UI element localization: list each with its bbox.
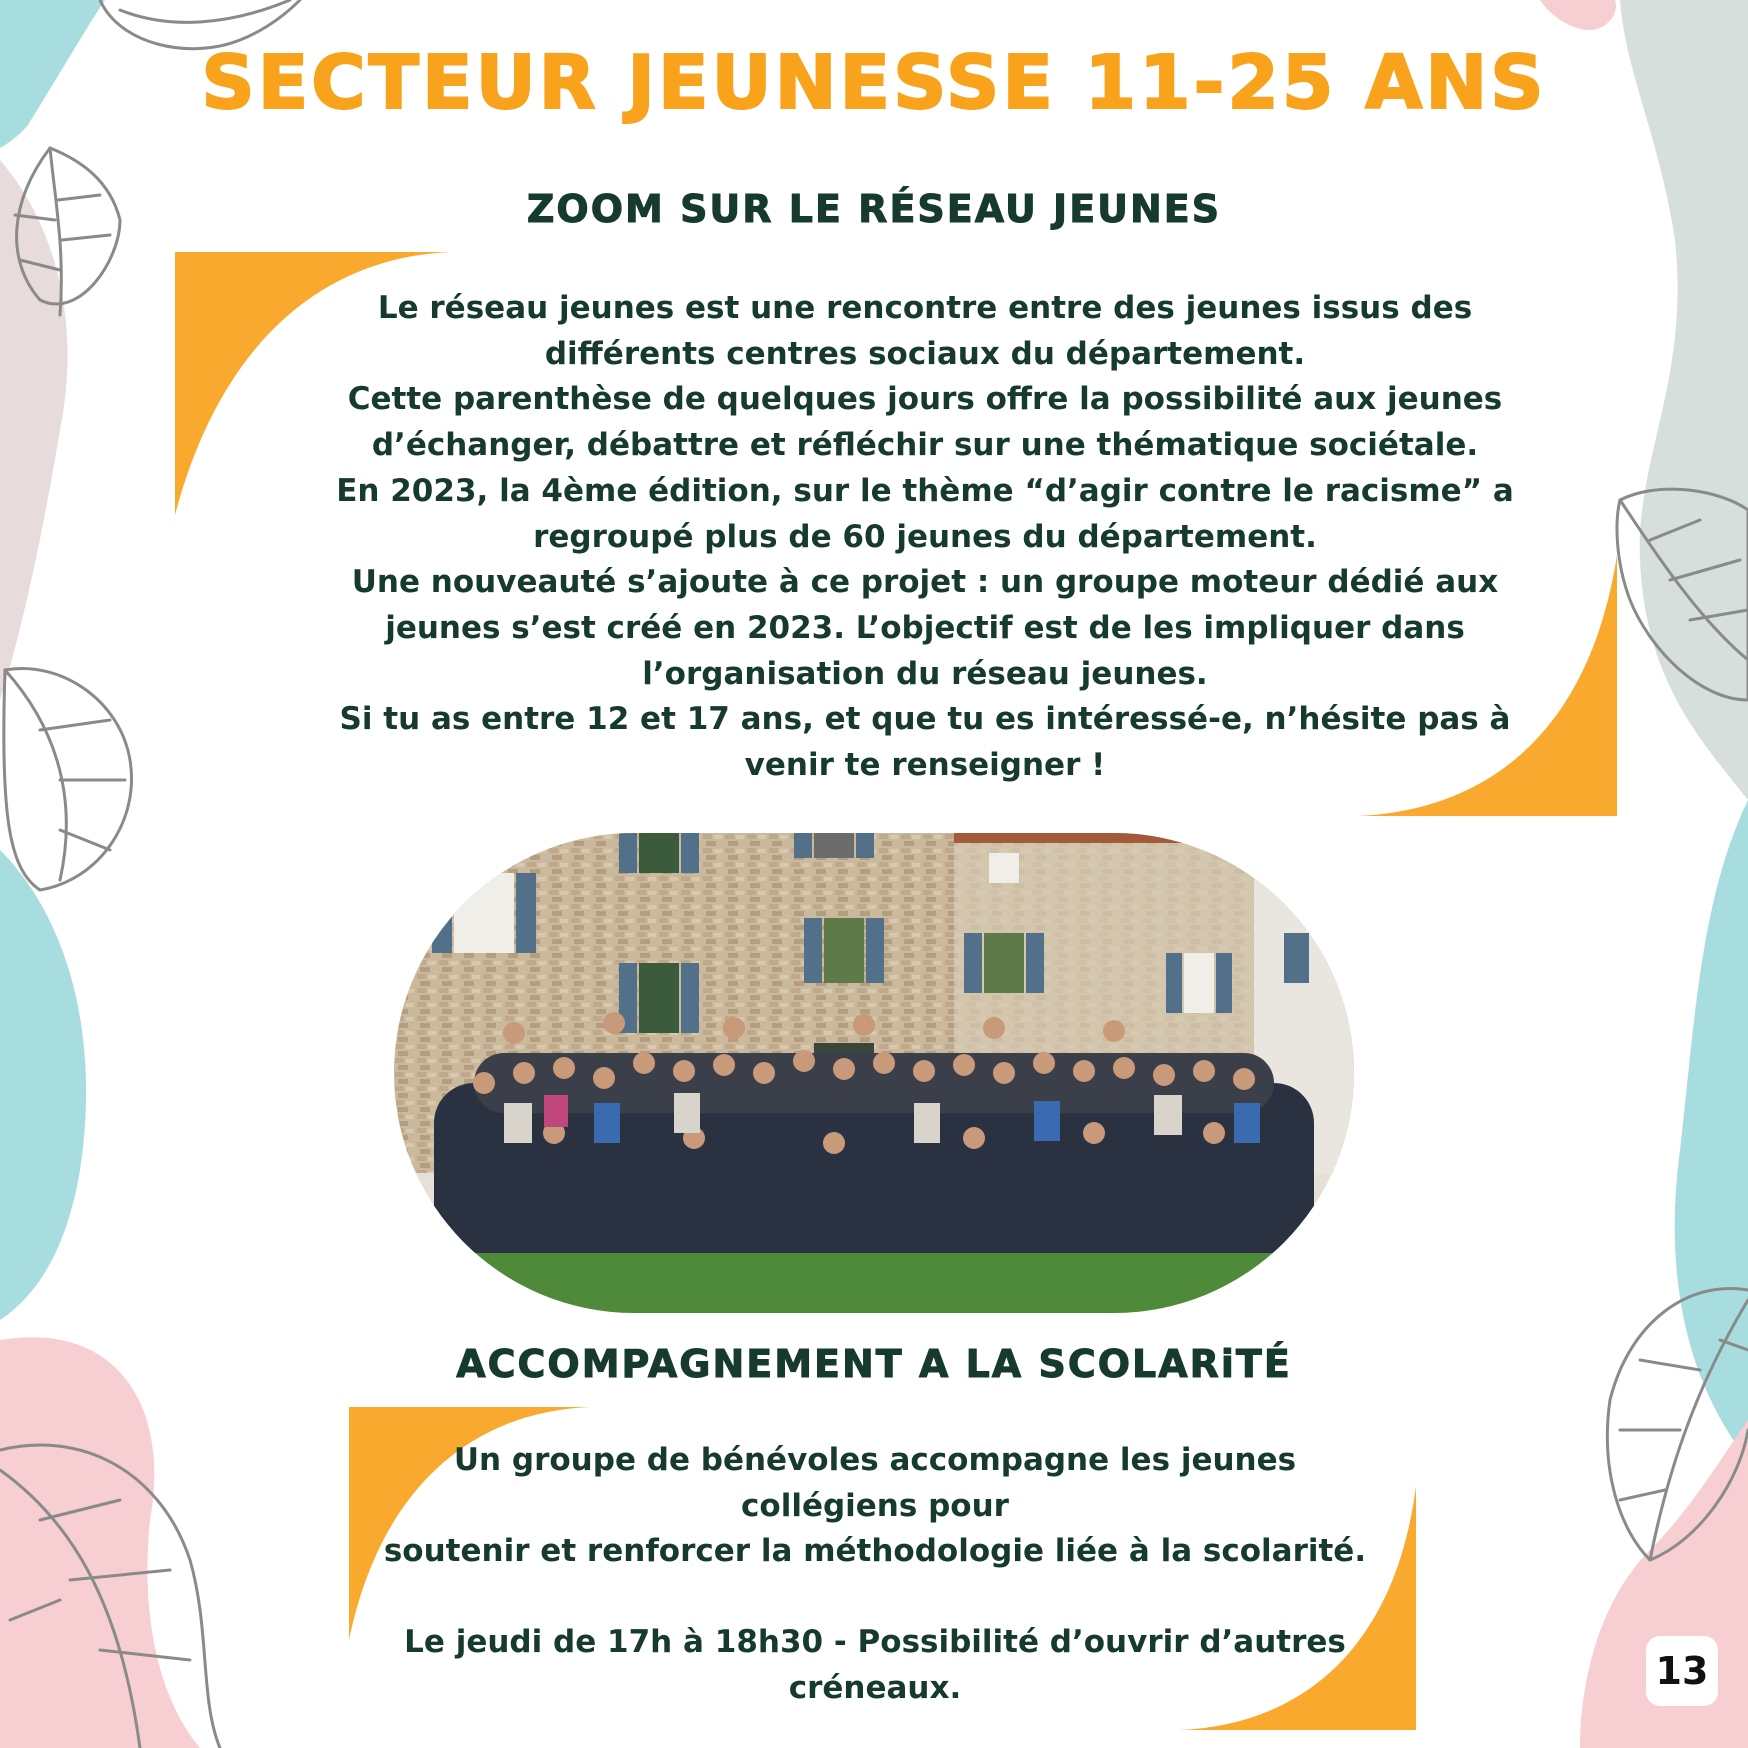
paragraph: En 2023, la 4ème édition, sur le thème “d’agir contre le racisme” a regroupé plus de 60 jeunes du département. [336,472,1514,555]
accompagnement-scolarite-description [375,1438,1375,1711]
teal-blob-left [0,850,86,1320]
pink-blob-bottom-left [0,1337,200,1748]
paragraph: Si tu as entre 12 et 17 ans, et que tu es intéressé-e, n’hésite pas à venir te renseigner ! [339,701,1511,784]
page-number-badge: 13 [1646,1636,1718,1706]
paragraph: Cette parenthèse de quelques jours offre la possibilité aux jeunes d’échanger, débattre et réfléchir sur une thématique sociétale. [347,381,1503,464]
paragraph: soutenir et renforcer la méthodologie liée à la scolarité. [383,1533,1367,1569]
paragraph: Une nouveauté s’ajoute à ce projet : un groupe moteur dédié aux jeunes s’est créé en 2023. L’objectif est de les impliquer dans l’organisation du réseau jeunes. [351,564,1499,692]
group-photo [394,833,1354,1313]
reseau-jeunes-description [300,286,1550,789]
paragraph: Un groupe de bénévoles accompagne les jeunes collégiens pour [453,1442,1297,1524]
section-heading-accompagnement-scolarite: ACCOMPAGNEMENT A LA SCOLARiTÉ [456,1342,1292,1386]
paragraph: Le réseau jeunes est une rencontre entre des jeunes issus des différents centres sociaux du département. [377,290,1473,372]
mauve-blob-left [0,160,68,700]
schedule-text: Le jeudi de 17h à 18h30 - Possibilité d’ouvrir d’autres créneaux. [404,1624,1346,1706]
leaf-outline-left-2 [4,668,132,890]
section-heading-reseau-jeunes: ZOOM SUR LE RÉSEAU JEUNES [526,187,1222,231]
page-title: SECTEUR JEUNESSE 11-25 ANS [201,40,1547,126]
pink-blob-top-right [1540,0,1616,30]
